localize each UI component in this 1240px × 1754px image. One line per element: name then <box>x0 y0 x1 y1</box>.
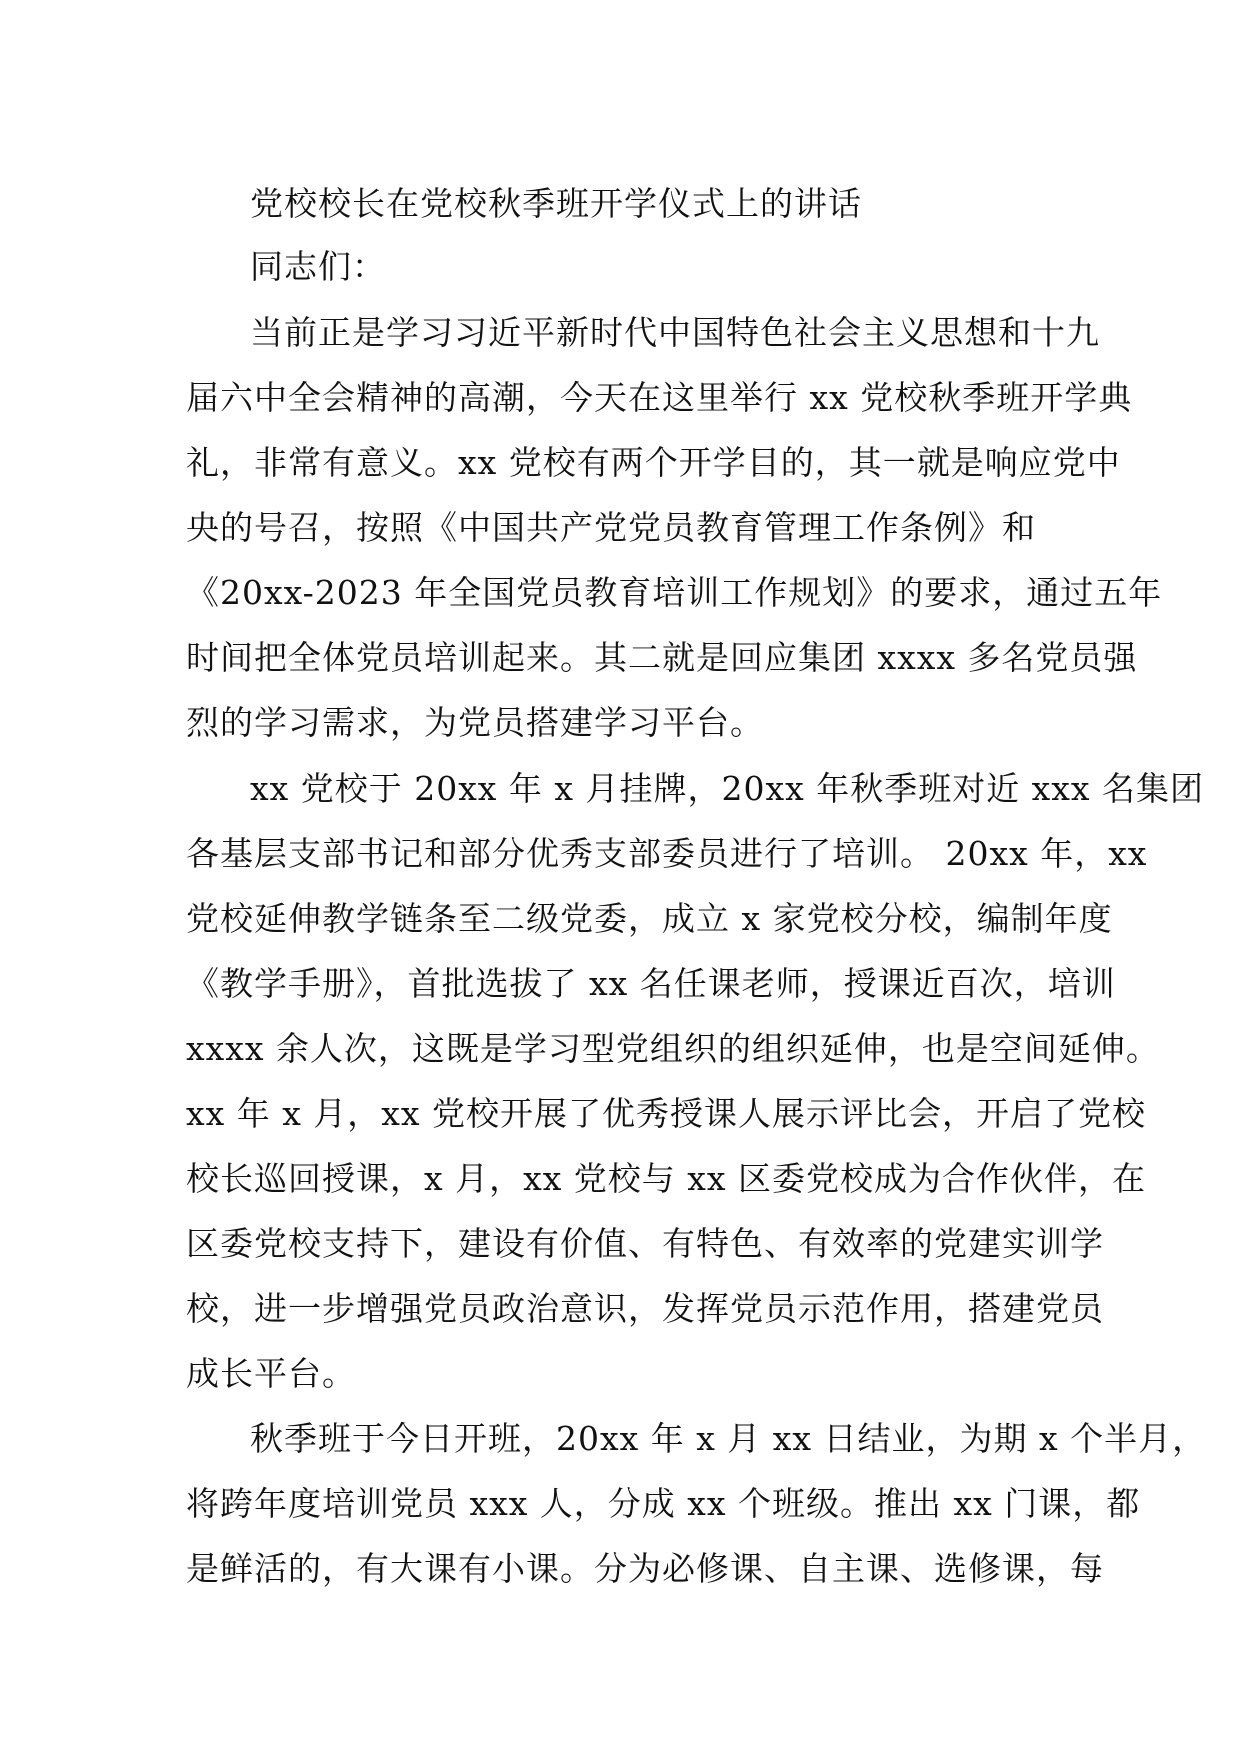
text-line: 将跨年度培训党员 xxx 人，分成 xx 个班级。推出 xx 门课，都 <box>186 1484 1141 1523</box>
salutation: 同志们： <box>250 247 386 286</box>
text-line: 各基层支部书记和部分优秀支部委员进行了培训。 20xx 年，xx <box>186 834 1148 873</box>
text-line: 届六中全会精神的高潮，今天在这里举行 xx 党校秋季班开学典 <box>186 378 1133 417</box>
text-line: 成长平台。 <box>186 1354 356 1393</box>
text-line: 校，进一步增强党员政治意识，发挥党员示范作用，搭建党员 <box>186 1289 1104 1328</box>
text-line: 礼，非常有意义。xx 党校有两个开学目的，其一就是响应党中 <box>186 443 1121 482</box>
text-line: xx 党校于 20xx 年 x 月挂牌，20xx 年秋季班对近 xxx 名集团 <box>250 769 1205 808</box>
text-line: 党校延伸教学链条至二级党委，成立 x 家党校分校，编制年度 <box>186 899 1113 938</box>
text-line: 《教学手册》，首批选拔了 xx 名任课老师，授课近百次，培训 <box>186 964 1116 1003</box>
text-line: 烈的学习需求，为党员搭建学习平台。 <box>186 703 764 742</box>
text-line: 《20xx-2023 年全国党员教育培训工作规划》的要求，通过五年 <box>186 573 1163 612</box>
text-line: 秋季班于今日开班，20xx 年 x 月 xx 日结业，为期 x 个半月， <box>250 1419 1207 1458</box>
text-line: 是鲜活的，有大课有小课。分为必修课、自主课、选修课，每 <box>186 1549 1104 1588</box>
text-line: xx 年 x 月，xx 党校开展了优秀授课人展示评比会，开启了党校 <box>186 1094 1147 1133</box>
text-line: xxxx 余人次，这既是学习型党组织的组织延伸，也是空间延伸。 <box>186 1029 1160 1068</box>
text-line: 区委党校支持下，建设有价值、有特色、有效率的党建实训学 <box>186 1224 1104 1263</box>
text-line: 校长巡回授课，x 月，xx 党校与 xx 区委党校成为合作伙伴，在 <box>186 1159 1147 1198</box>
text-line: 当前正是学习习近平新时代中国特色社会主义思想和十九 <box>250 313 1100 352</box>
text-line: 央的号召，按照《中国共产党党员教育管理工作条例》和 <box>186 508 1036 547</box>
text-line: 时间把全体党员培训起来。其二就是回应集团 xxxx 多名党员强 <box>186 638 1138 677</box>
document-title: 党校校长在党校秋季班开学仪式上的讲话 <box>250 184 862 223</box>
